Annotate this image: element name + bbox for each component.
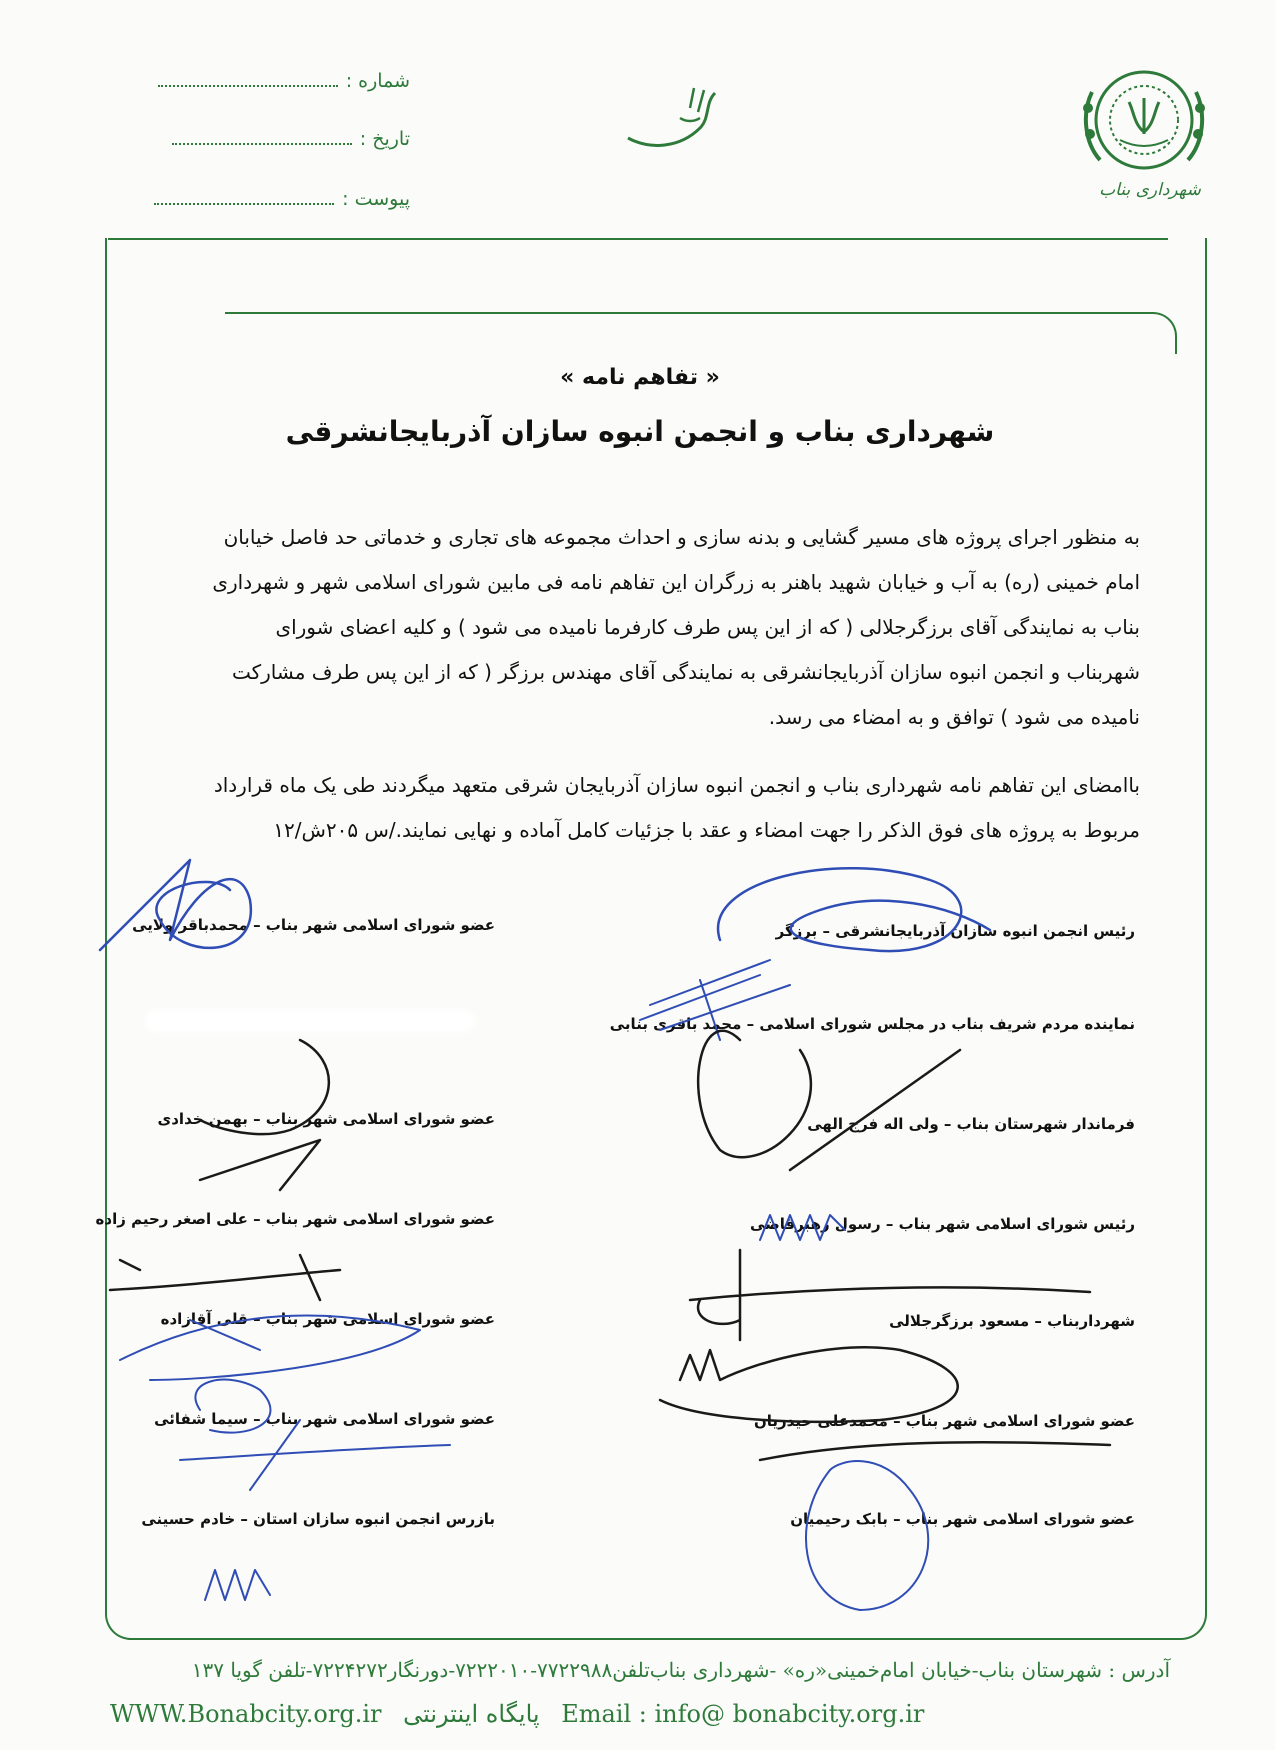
signatory-right-7: عضو شورای اسلامی شهر بناب – بابک رحیمیان: [790, 1510, 1135, 1528]
signatory-left-4: عضو شورای اسلامی شهر بناب – قلی آقازاده: [160, 1310, 495, 1328]
logo-caption: شهرداری بناب: [1099, 180, 1201, 200]
signatory-right-5: شهرداربناب – مسعود برزگرجلالی: [889, 1312, 1135, 1330]
signatory-right-2: نماینده مردم شریف بناب در مجلس شورای اسلامی – محمد باقری بنابی: [609, 1015, 1135, 1033]
paragraph-line: مربوط به پروژه های فوق الذکر را جهت امضاء و عقد با جزئیات کامل آماده و نهایی نمایند./س ۲۰۵ش/۱۲: [273, 818, 1140, 842]
paragraph-line: نامیده می شود ) توافق و به امضاء می رسد.: [768, 705, 1140, 729]
date-label: تاریخ :: [359, 128, 410, 150]
inner-frame-rule: [225, 312, 1177, 354]
redacted-area: [145, 1010, 475, 1032]
signatory-right-6: عضو شورای اسلامی شهر بناب – محمدعلی حیدریان: [753, 1412, 1135, 1430]
document-subtitle: شهرداری بناب و انجمن انبوه سازان آذربایجانشرقی: [285, 415, 995, 448]
signatory-right-4: رئیس شورای اسلامی شهر بناب – رسول رهبرقاضی: [750, 1215, 1135, 1233]
letter-number-field: [120, 70, 410, 92]
signatory-left-6: بازرس انجمن انبوه سازان استان – خادم حسینی: [141, 1510, 495, 1528]
signatory-left-1: عضو شورای اسلامی شهر بناب – محمدباقر ولایی: [132, 916, 495, 934]
paragraph-line: باامضای این تفاهم نامه شهرداری بناب و انجمن انبوه سازان آذربایجان شرقی متعهد میگردند طی یک ماه قرارداد: [213, 773, 1140, 797]
signatory-right-3: فرماندار شهرستان بناب – ولی اله فرج الهی: [807, 1115, 1135, 1133]
paragraph-line: امام خمینی (ره) به آب و خیابان شهید باهنر به زرگران این تفاهم نامه فی مابین شورای اسلامی شهر و شهرداری: [212, 570, 1140, 594]
signatory-right-1: رئیس انجمن انبوه سازان آذربایجانشرقی – برزگر: [775, 922, 1135, 940]
letter-date-field: [120, 128, 410, 150]
website-link[interactable]: WWW.Bonabcity.org.ir: [110, 1700, 382, 1728]
footer-address: آدرس : شهرستان بناب-خیابان امام‌خمینی«ره» -شهرداری بناب‌تلفن۷۷۲۲۹۸۸-۷۲۲۲۰۱۰-دورنگار۷۲۲۴۲۷۲-تلفن گویا ۱۳۷: [191, 1658, 1170, 1682]
attachment-label: پیوست :: [342, 188, 410, 210]
letter-attachment-field: [120, 188, 410, 210]
document-title: « تفاهم نامه »: [560, 365, 720, 390]
paragraph-line: شهربناب و انجمن انبوه سازان آذربایجانشرقی به نمایندگی آقای مهندس برزگر ( که از این پس طرف مشارکت: [231, 660, 1140, 684]
footer-contact: [110, 1700, 930, 1728]
signatory-left-2: عضو شورای اسلامی شهر بناب – بهمن خدادی: [157, 1110, 495, 1128]
agreement-paragraph-2: [140, 763, 1140, 853]
signatory-left-3: عضو شورای اسلامی شهر بناب – علی اصغر رحیم زاده: [95, 1210, 495, 1228]
basmala-calligraphy: [620, 78, 730, 158]
paragraph-line: بناب به نمایندگی آقای برزگرجلالی ( که از این پس طرف کارفرما نامیده می شود ) و کلیه اعضای شورای: [275, 615, 1140, 639]
agreement-paragraph-1: [140, 515, 1140, 740]
email-link[interactable]: Email : info@ bonabcity.org.ir: [561, 1700, 925, 1728]
website-label: پایگاه اینترنتی: [403, 1700, 540, 1728]
paragraph-line: به منظور اجرای پروژه های مسیر گشایی و بدنه سازی و احداث مجموعه های تجاری و خدماتی حد فاصل خیابان: [223, 525, 1140, 549]
number-label: شماره :: [345, 70, 410, 92]
signatory-left-5: عضو شورای اسلامی شهر بناب – سیما شفائی: [154, 1410, 495, 1428]
